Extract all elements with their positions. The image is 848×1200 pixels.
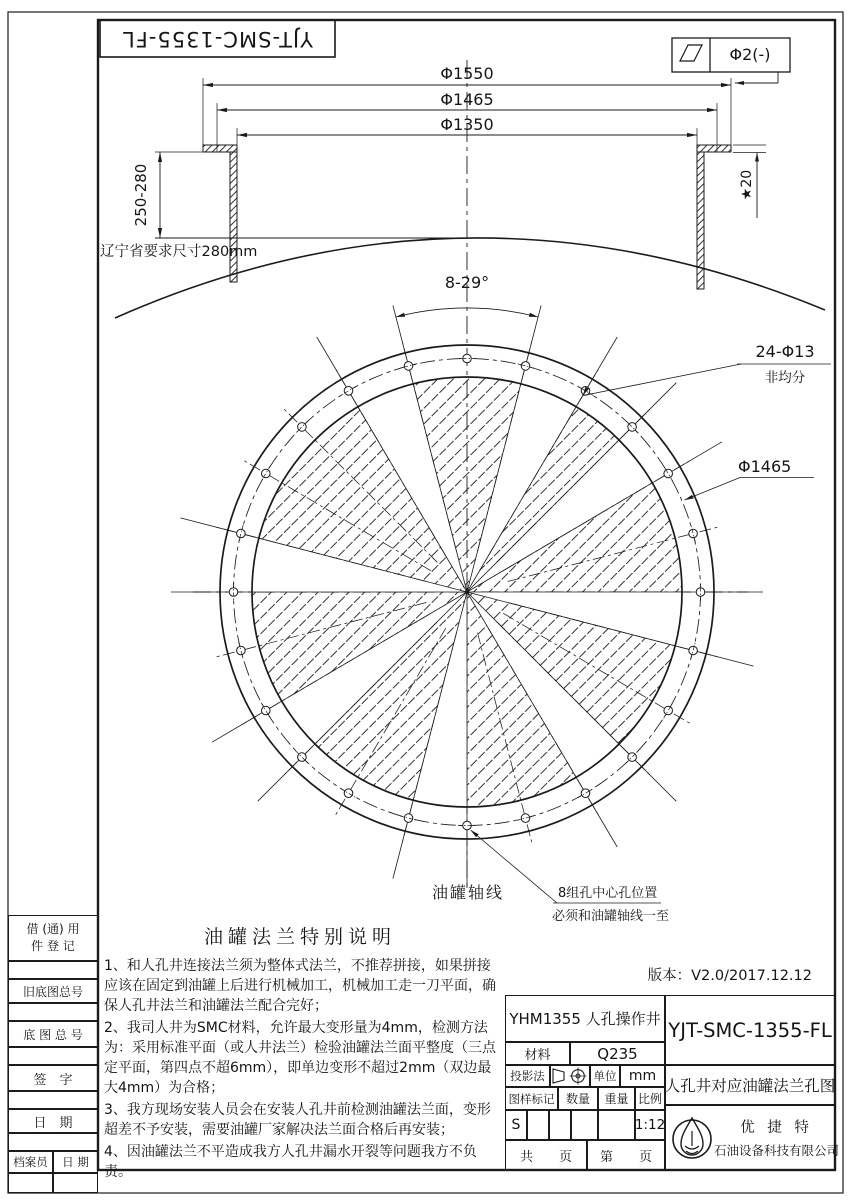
archivist-label: 档案员 bbox=[8, 1151, 53, 1173]
holes-callout-line1: 24-Φ13 bbox=[755, 342, 815, 361]
drawing-title: 人孔井对应油罐法兰孔图 bbox=[665, 1065, 835, 1105]
projection-target-icon bbox=[570, 1068, 587, 1085]
margin-register-table bbox=[8, 915, 98, 1193]
projection-label: 投影法 bbox=[505, 1065, 550, 1087]
top-drawing-number: YJT-SMC-1355-FL bbox=[122, 27, 313, 51]
title-block bbox=[505, 995, 840, 1170]
mark-value: S bbox=[505, 1110, 527, 1140]
note-item-2: 2、我司人井为SMC材料，允许最大变形量为4mm，检测方法为：采用标准平面（或人井法兰）检验油罐法兰面平整度（三点定平面，第四点不超6mm），即单边变形不超过2mm（双边最大4mm）为合格； bbox=[104, 1020, 496, 1096]
register-header bbox=[8, 915, 98, 961]
signature-label: 签 字 bbox=[8, 1065, 98, 1091]
note-item-4: 4、因油罐法兰不平造成我方人孔井漏水开裂等问题我方不负责。 bbox=[104, 1144, 477, 1180]
old-base-drawing-no-label: 旧底图总号 bbox=[8, 979, 98, 1003]
register-header-line2: 件 登 记 bbox=[31, 939, 75, 953]
register-empty-cell bbox=[8, 1173, 53, 1193]
material-value: Q235 bbox=[570, 1042, 665, 1065]
title-block-empty-cell bbox=[571, 1110, 598, 1140]
version-note: 版本：V2.0/2017.12.12 bbox=[647, 968, 812, 984]
company-cell bbox=[665, 1105, 840, 1170]
archivist-date-label: 日 期 bbox=[53, 1151, 98, 1173]
drawing-number: YJT-SMC-1355-FL bbox=[665, 995, 835, 1065]
register-empty-row bbox=[8, 961, 98, 979]
scale-label: 比例 bbox=[635, 1087, 665, 1110]
register-empty-row bbox=[8, 1003, 98, 1021]
base-drawing-no-label: 底 图 总 号 bbox=[8, 1021, 98, 1047]
projection-symbols bbox=[550, 1065, 590, 1087]
title-block-empty-cell bbox=[549, 1110, 571, 1140]
dim-thickness-20: ★20 bbox=[739, 169, 755, 201]
date-label: 日 期 bbox=[8, 1109, 98, 1133]
mark-label: 图样标记 bbox=[505, 1087, 558, 1110]
register-empty-cell bbox=[53, 1173, 98, 1193]
liaoning-note: 辽宁省要求尺寸280mm bbox=[100, 244, 258, 260]
note-item-1: 1、和人孔井连接法兰须为整体式法兰，不推荐拼接，如果拼接应该在固定到油罐上后进行机械加工，机械加工走一刀平面，确保人孔井法兰和油罐法兰配合完好； bbox=[104, 958, 496, 1014]
notes-title: 油罐法兰特别说明 bbox=[203, 926, 396, 948]
hole-position-note-line1: 8组孔中心孔位置 bbox=[558, 886, 658, 901]
pages-no: 第 页 bbox=[587, 1140, 665, 1170]
unit-value: mm bbox=[620, 1065, 665, 1087]
register-header-line1: 借 (通) 用 bbox=[26, 922, 80, 936]
note-item-3: 3、我方现场安装人员会在安装人孔井前检测油罐法兰面，变形超差不予安装，需要油罐厂家解决法兰面合格后再安装； bbox=[104, 1102, 491, 1138]
dim-phi1350: Φ1350 bbox=[440, 115, 494, 134]
qty-label: 数量 bbox=[558, 1087, 598, 1110]
material-label: 材料 bbox=[505, 1042, 570, 1065]
title-block-empty-cell bbox=[598, 1110, 635, 1140]
register-empty-row bbox=[8, 1133, 98, 1151]
holes-callout-line2: 非均分 bbox=[764, 370, 806, 386]
company-logo-icon bbox=[670, 1113, 714, 1163]
model-name: YHM1355 人孔操作井 bbox=[505, 995, 665, 1042]
weight-label: 重量 bbox=[598, 1087, 635, 1110]
register-empty-row bbox=[8, 1091, 98, 1109]
hole-position-note-line2: 必须和油罐轴线一至 bbox=[552, 909, 670, 924]
unit-label: 单位 bbox=[590, 1065, 620, 1087]
dim-phi1465-section: Φ1465 bbox=[440, 90, 494, 109]
tank-axis-label: 油罐轴线 bbox=[431, 883, 504, 902]
dim-phi1465-plan: Φ1465 bbox=[738, 457, 792, 476]
register-empty-row bbox=[8, 1047, 98, 1065]
title-block-empty-cell bbox=[527, 1110, 549, 1140]
scale-value: 1:12 bbox=[635, 1110, 665, 1140]
company-subtitle: 石油设备科技有限公司 bbox=[714, 1143, 840, 1158]
first-angle-projection-icon bbox=[551, 1066, 589, 1086]
pages-total: 共 页 bbox=[505, 1140, 587, 1170]
dim-height-250-280: 250-280 bbox=[132, 163, 150, 227]
dim-angle-8-29: 8-29° bbox=[444, 273, 490, 292]
tolerance-value: Φ2(-) bbox=[729, 45, 771, 64]
company-name: 优 捷 特 bbox=[740, 1120, 813, 1136]
dim-phi1550: Φ1550 bbox=[440, 64, 494, 83]
